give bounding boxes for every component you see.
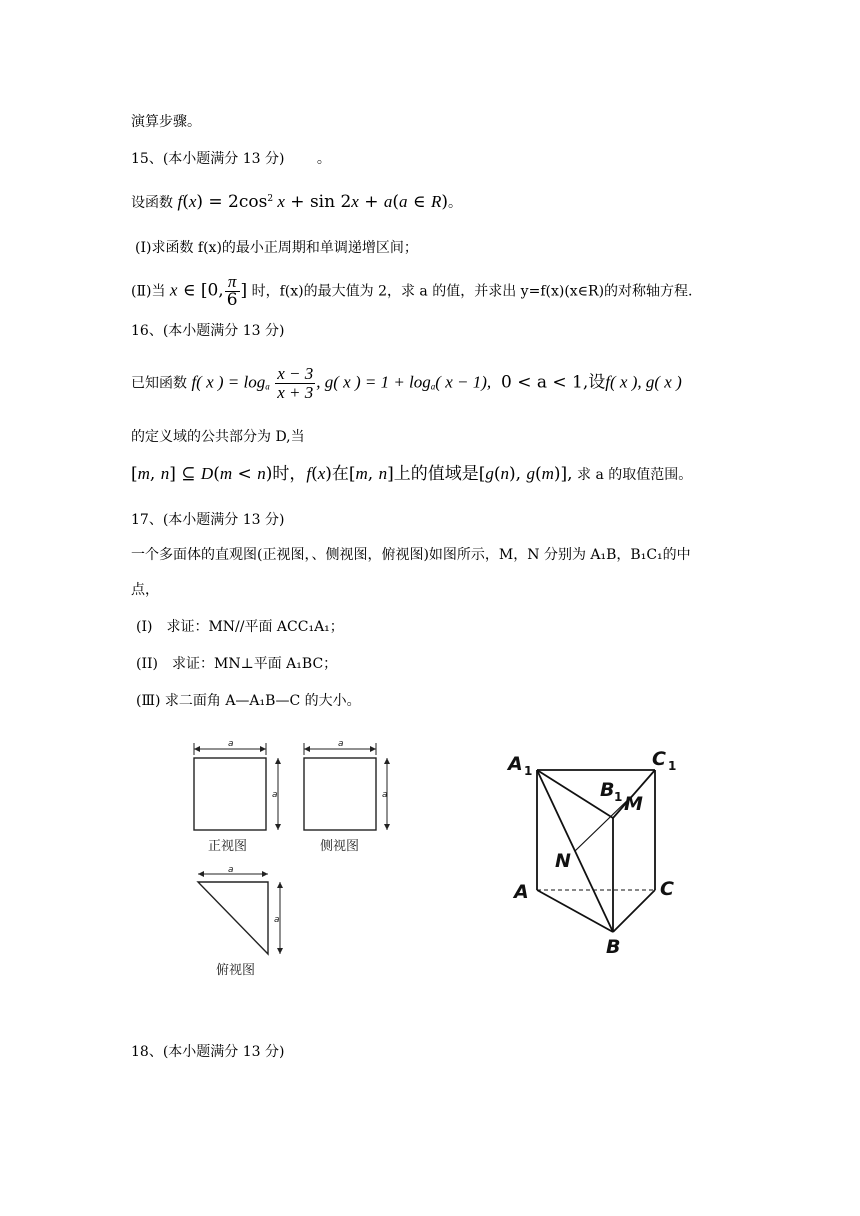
q16-stem: 已知函数 f( x ) = $\log_a$ $\frac{x - 3}{x + 3}$ , g( x ) = $1 + \log_a$( x − 1), 0 < a < 1,设f( x ), g( x ): [131, 364, 682, 402]
point-A1-subscript: 1: [524, 764, 533, 778]
q15-stem: 设函数 $f(x) = 2\cos^2$ x + sin 2x + a(a ∈ R)。: [131, 192, 462, 212]
front-view-height-label: a: [272, 790, 278, 800]
side-view: [304, 739, 390, 854]
top-view-caption: 俯视图: [216, 963, 256, 978]
q15-pi-over-6-fraction: $\frac{\pi}{6}$: [226, 272, 238, 310]
q17-stem: 一个多面体的直观图(正视图，、侧视图，俯视图)如图所示，M，N 分别为 A₁B，B₁C₁的中: [131, 547, 691, 563]
q17-part1: (I) 求证：MN//平面 ACC₁A₁；: [136, 619, 344, 635]
side-view-width-label: a: [338, 739, 344, 749]
point-C-label: C: [660, 878, 674, 900]
front-view: [194, 739, 281, 854]
top-view-width-label: a: [228, 865, 234, 875]
q15-part2-suffix: 时，f(x)的最大值为 2，求 a 的值，并求出 y=f(x)(x∈R)的对称轴方程.: [251, 283, 693, 300]
three-view-figure: [180, 730, 420, 990]
side-view-height-label: a: [382, 790, 388, 800]
q17-part3: (Ⅲ) 求二面角 A—A₁B—C 的大小。: [136, 693, 361, 709]
point-B1-subscript: 1: [614, 790, 623, 804]
q15-heading-text: 15、(本小题满分 13 分): [131, 151, 285, 167]
point-N-label: N: [555, 850, 571, 872]
point-B-label: B: [606, 936, 621, 958]
q15-function-formula: f: [177, 192, 183, 211]
q15-part2-prefix: (Ⅱ)当: [131, 283, 166, 300]
front-view-width-label: a: [228, 739, 234, 749]
q16-condition-tail: 求 a 的取值范围。: [577, 467, 693, 483]
q17-part2: (II) 求证：MN⊥平面 A₁BC；: [136, 656, 338, 672]
q15-dot: 。: [316, 151, 331, 167]
q15-part2: (Ⅱ)当 x ∈ [0, $\frac{\pi}{6}$ ] 时，f(x)的最大值为 2，求 a 的值，并求出 y=f(x)(x∈R)的对称轴方程.: [131, 272, 693, 310]
q16-stem-cont: 的定义域的公共部分为 D,当: [131, 429, 305, 445]
q18-heading: 18、(本小题满分 13 分): [131, 1044, 285, 1060]
q16-condition: [131, 465, 692, 483]
side-view-caption: 侧视图: [320, 839, 360, 854]
q15-stem-prefix: 设函数: [131, 195, 173, 211]
front-view-caption: 正视图: [208, 839, 248, 854]
q15-part1: (I)求函数 f(x)的最小正周期和单调递增区间；: [135, 240, 418, 256]
point-A1-label: A: [508, 753, 523, 775]
q16-heading: 16、(本小题满分 13 分): [131, 323, 285, 339]
q16-stem-prefix: 已知函数: [131, 375, 187, 392]
q16-function-formula: f( x ) = log: [191, 372, 266, 392]
point-M-label: M: [624, 793, 643, 815]
q17-heading: 17、(本小题满分 13 分): [131, 512, 285, 528]
q17-stem-cont: 点，: [131, 582, 159, 598]
q16-condition-formula: [m, n] ⊆ D(m < n)时，f(x)在[m, n]上的值域是[g(n), g(m)],: [131, 464, 573, 484]
q16-fraction: $\frac{x - 3}{x + 3}$: [277, 364, 314, 402]
top-view: [198, 865, 283, 978]
intro-text: 演算步骤。: [131, 114, 201, 130]
prism-figure: [500, 740, 700, 960]
point-A-label: A: [514, 881, 529, 903]
point-C1-subscript: 1: [668, 759, 677, 773]
point-C1-label: C: [652, 748, 666, 770]
top-view-height-label: a: [274, 915, 280, 925]
q15-heading: [131, 152, 331, 166]
point-B1-label: B: [600, 779, 615, 801]
